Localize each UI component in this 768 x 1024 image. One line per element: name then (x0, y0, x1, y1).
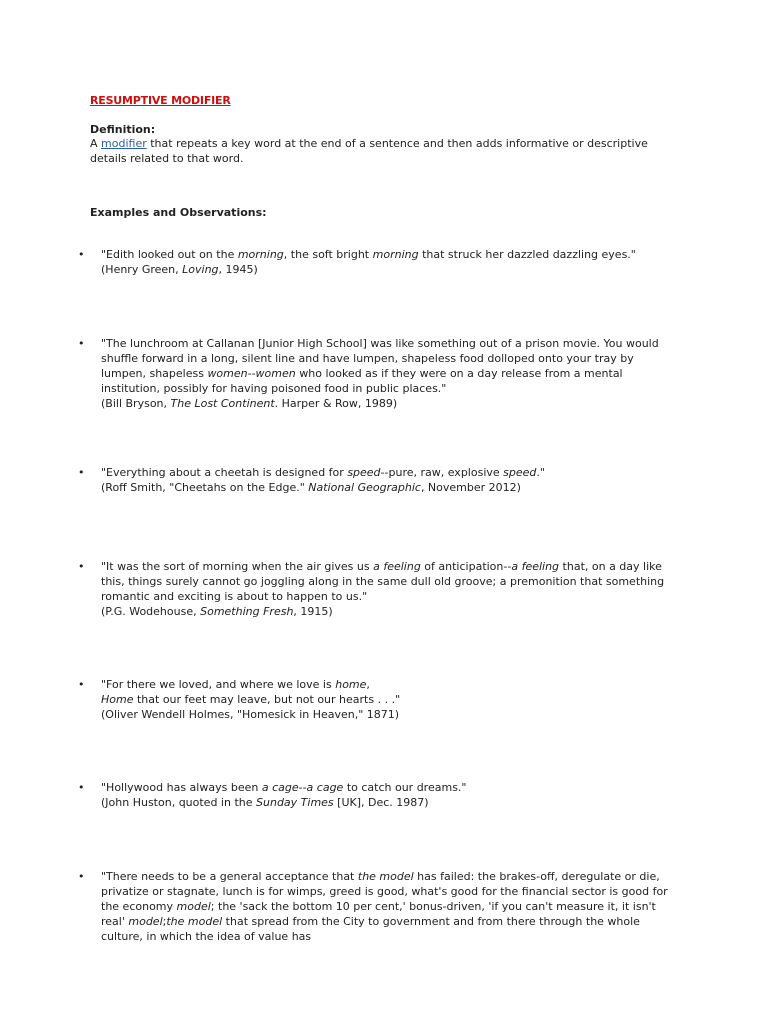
text-run: of anticipation-- (420, 560, 512, 573)
emphasized-text: Something Fresh (200, 605, 294, 618)
example-item (78, 869, 681, 944)
text-run: (John Huston, quoted in the (101, 796, 257, 809)
emphasized-text: a feeling (511, 560, 560, 573)
text-run: that struck her dazzled dazzling eyes." (418, 248, 636, 261)
example-quote (101, 336, 681, 396)
emphasized-text: morning (372, 248, 419, 261)
emphasized-text: the model (357, 870, 414, 883)
verse-line (101, 677, 681, 692)
text-run: "The lunchroom at Callanan [Junior High School] was like something out of a prison movie. You would shuffle forward in a long, silent line and have lumpen, shapeless food dolloped onto your tray by lumpen, shapeless (101, 337, 659, 380)
bullet-marker: • (78, 870, 85, 883)
example-item (78, 677, 681, 722)
example-item (78, 780, 681, 810)
text-run: "For there we loved, and where we love is (101, 678, 336, 691)
bullet-marker: • (78, 248, 85, 261)
text-run: that, on a day like this, things surely cannot go joggling along in the same dull old groove; a premonition that something romantic and exciting is about to happen to us." (101, 560, 665, 603)
example-citation (101, 480, 681, 495)
example-citation (101, 707, 681, 722)
text-run: (Bill Bryson, (101, 397, 171, 410)
emphasized-text: National Geographic (308, 481, 421, 494)
emphasized-text: The Lost Continent (170, 397, 275, 410)
text-run: to catch our dreams." (343, 781, 467, 794)
text-run: ; the 'sack the bottom 10 per cent,' bonus-driven, 'if you can't measure it, it isn't real' (101, 900, 656, 928)
example-citation (101, 795, 681, 810)
definition-text (90, 136, 680, 166)
text-run: "Hollywood has always been (101, 781, 262, 794)
text-run: ." (536, 466, 545, 479)
emphasized-text: women--women (207, 367, 296, 380)
emphasized-text: model (176, 900, 211, 913)
text-run: "It was the sort of morning when the air gives us (101, 560, 374, 573)
emphasized-text: a cage--a cage (261, 781, 344, 794)
example-item (78, 247, 681, 277)
example-quote (101, 869, 681, 944)
text-run: (Henry Green, (101, 263, 183, 276)
text-run: ; (162, 915, 167, 928)
text-run: (Oliver Wendell Holmes, "Homesick in Heaven," 1871) (101, 708, 400, 721)
bullet-marker: • (78, 466, 85, 479)
definition-heading: Definition: (90, 123, 156, 136)
document-page (90, 94, 680, 219)
definition-prefix: A (90, 137, 102, 150)
bullet-marker: • (78, 781, 85, 794)
emphasized-text: speed (347, 466, 381, 479)
text-run: "Everything about a cheetah is designed for (101, 466, 348, 479)
emphasized-text: speed (503, 466, 537, 479)
text-run: that our feet may leave, but not our hearts . . ." (133, 693, 401, 706)
text-run: (Roff Smith, "Cheetahs on the Edge." (101, 481, 309, 494)
emphasized-text: Sunday Times (256, 796, 334, 809)
text-run: has failed: the brakes-off, deregulate or die, privatize or stagnate, lunch is for wimps, greed is good, what's good for the financial sector is good for the economy (101, 870, 668, 913)
example-quote (101, 247, 681, 262)
text-run: that spread from the City to government and from there through the whole culture, in which the idea of value has (101, 915, 640, 943)
examples-heading: Examples and Observations: (90, 206, 267, 219)
text-run: . Harper & Row, 1989) (274, 397, 398, 410)
example-citation (101, 396, 681, 411)
example-item (78, 559, 681, 619)
emphasized-text: morning (237, 248, 284, 261)
text-run: , the soft bright (283, 248, 373, 261)
page-title: RESUMPTIVE MODIFIER (90, 94, 231, 107)
emphasized-text: a feeling (373, 560, 421, 573)
example-quote (101, 559, 681, 604)
example-item (78, 336, 681, 411)
emphasized-text: Home (101, 693, 134, 706)
text-run: , 1915) (293, 605, 333, 618)
text-run: [UK], Dec. 1987) (333, 796, 429, 809)
example-item (78, 465, 681, 495)
text-run: --pure, raw, explosive (380, 466, 504, 479)
text-run: , 1945) (218, 263, 258, 276)
example-quote (101, 465, 681, 480)
text-run: who looked as if they were on a day release from a mental institution, possibly for having poisoned food in public places." (101, 367, 623, 395)
emphasized-text: home (335, 678, 367, 691)
text-run: (P.G. Wodehouse, (101, 605, 201, 618)
emphasized-text: the model (166, 915, 223, 928)
bullet-marker: • (78, 678, 85, 691)
verse-line (101, 692, 681, 707)
example-quote (101, 780, 681, 795)
example-citation (101, 262, 681, 277)
emphasized-text: model (128, 915, 163, 928)
example-quote (101, 677, 681, 707)
text-run: "There needs to be a general acceptance that (101, 870, 358, 883)
modifier-link[interactable]: modifier (101, 137, 147, 150)
text-run: , (366, 678, 370, 691)
bullet-marker: • (78, 337, 85, 350)
bullet-marker: • (78, 560, 85, 573)
example-citation (101, 604, 681, 619)
definition-rest: that repeats a key word at the end of a sentence and then adds informative or descriptive details related to that word. (90, 137, 648, 165)
emphasized-text: Loving (182, 263, 219, 276)
text-run: , November 2012) (420, 481, 521, 494)
text-run: "Edith looked out on the (101, 248, 238, 261)
